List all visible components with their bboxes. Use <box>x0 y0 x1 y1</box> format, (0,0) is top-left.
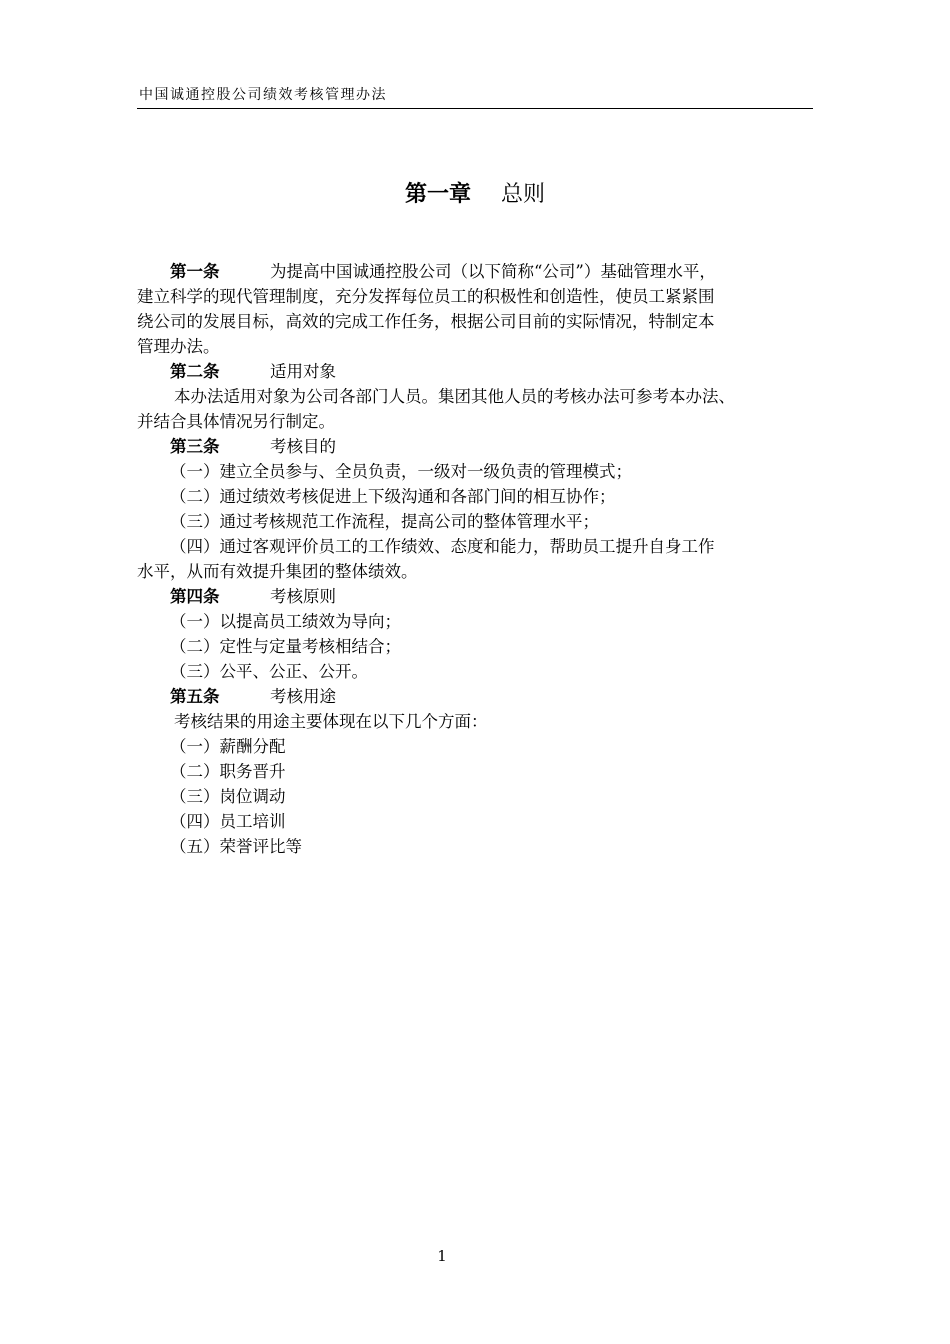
chapter-name: 总则 <box>501 182 546 207</box>
list-item: （三）公平、公正、公开。 <box>170 662 368 681</box>
list-item: （五）荣誉评比等 <box>170 837 302 856</box>
article-text-line: 并结合具体情况另行制定。 <box>137 412 335 431</box>
article-4-heading <box>137 584 827 609</box>
list-item: （四）通过客观评价员工的工作绩效、态度和能力，帮助员工提升自身工作 <box>170 537 715 556</box>
list-item: （四）员工培训 <box>170 812 286 831</box>
chapter-title <box>0 180 950 210</box>
document-body <box>137 259 827 859</box>
article-2-heading <box>137 359 827 384</box>
article-label: 第二条 <box>170 362 220 381</box>
article-text-line: 考核结果的用途主要体现在以下几个方面： <box>174 712 488 731</box>
list-item: （二）职务晋升 <box>170 762 286 781</box>
article-text-line: 为提高中国诚通控股公司（以下简称“公司”）基础管理水平， <box>270 262 716 281</box>
article-title: 考核目的 <box>270 437 336 456</box>
article-text-line: 管理办法。 <box>137 337 220 356</box>
article-text-line: 绕公司的发展目标，高效的完成工作任务，根据公司目前的实际情况，特制定本 <box>137 312 715 331</box>
list-item: （二）通过绩效考核促进上下级沟通和各部门间的相互协作； <box>170 487 616 506</box>
article-text-line: 本办法适用对象为公司各部门人员。集团其他人员的考核办法可参考本办法、 <box>174 387 735 406</box>
list-item-continuation: 水平，从而有效提升集团的整体绩效。 <box>137 562 418 581</box>
list-item: （一）以提高员工绩效为导向； <box>170 612 401 631</box>
page-header <box>137 80 813 109</box>
article-label: 第五条 <box>170 687 220 706</box>
article-label: 第三条 <box>170 437 220 456</box>
article-title: 考核原则 <box>270 587 336 606</box>
header-title: 中国诚通控股公司绩效考核管理办法 <box>139 87 387 103</box>
article-label: 第四条 <box>170 587 220 606</box>
list-item: （二）定性与定量考核相结合； <box>170 637 401 656</box>
list-item: （三）岗位调动 <box>170 787 286 806</box>
article-label: 第一条 <box>170 262 220 281</box>
article-title: 适用对象 <box>270 362 336 381</box>
list-item: （一）建立全员参与、全员负责，一级对一级负责的管理模式； <box>170 462 632 481</box>
article-1-heading <box>137 259 827 284</box>
article-5-heading <box>137 684 827 709</box>
page-number: 1 <box>437 1247 447 1265</box>
article-title: 考核用途 <box>270 687 336 706</box>
chapter-number: 第一章 <box>404 182 471 207</box>
article-text-line: 建立科学的现代管理制度，充分发挥每位员工的积极性和创造性，使员工紧紧围 <box>137 287 715 306</box>
article-3-heading <box>137 434 827 459</box>
list-item: （三）通过考核规范工作流程，提高公司的整体管理水平； <box>170 512 599 531</box>
list-item: （一）薪酬分配 <box>170 737 286 756</box>
